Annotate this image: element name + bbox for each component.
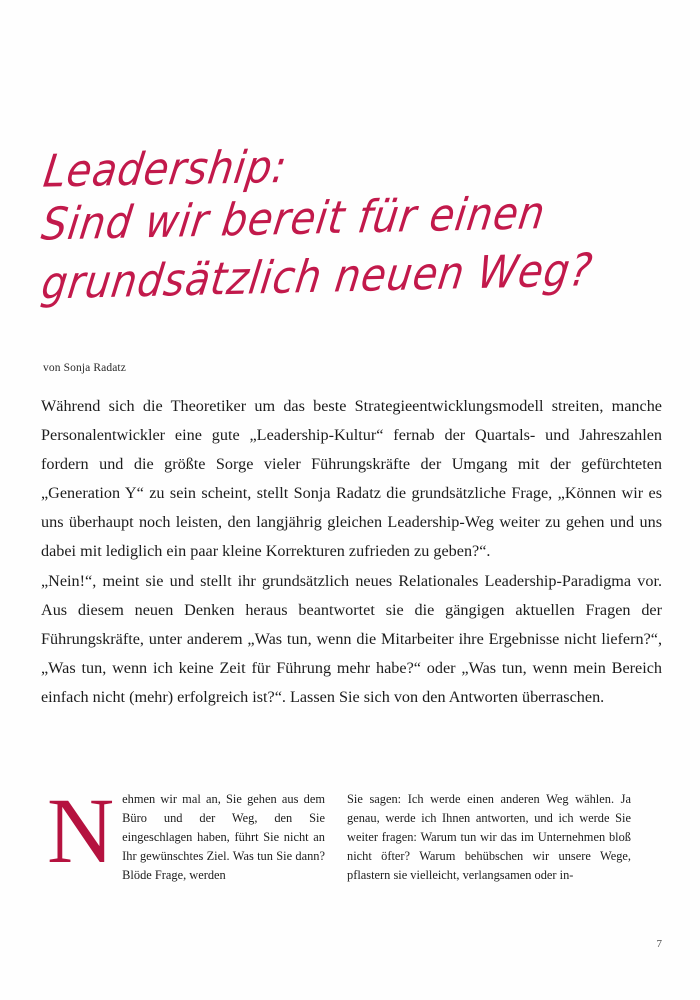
body-column-left bbox=[41, 780, 325, 885]
article-lead bbox=[41, 392, 662, 712]
article-byline: von Sonja Radatz bbox=[43, 362, 126, 374]
article-body-columns bbox=[41, 780, 662, 885]
body-text-right: Sie sagen: Ich werde einen anderen Weg wählen. Ja genau, werde ich Ihnen antworten, und ich werde Sie weiter fragen: Warum tun wir das im Unternehmen bloß nicht öfter? Warum behübschen wir unsere Wege, pflastern sie vielleicht, verlangsamen oder in- bbox=[347, 792, 631, 883]
body-text-left: ehmen wir mal an, Sie gehen aus dem Büro und der Weg, den Sie eingeschlagen haben, führt Sie nicht an Ihr gewünschtes Ziel. Was tun Sie dann? Blöde Frage, werden bbox=[122, 792, 325, 883]
article-title-line-1: Leadership: bbox=[40, 141, 291, 198]
article-title-line-3: grundsätzlich neuen Weg? bbox=[38, 244, 596, 310]
article-title-line-2: Sind wir bereit für einen bbox=[38, 187, 549, 251]
body-column-right bbox=[347, 790, 631, 885]
lead-paragraph-1: Während sich die Theoretiker um das beste Strategieentwicklungsmodell streiten, manche Personalentwickler eine gute „Leadership-Kultur“ fernab der Quartals- und Jahreszahlen fordern und die größte Sorge vieler Führungskräfte der Umgang mit der gefürchteten „Generation Y“ zu sein scheint, stellt Sonja Radatz die grundsätzliche Frage, „Können wir es uns überhaupt noch leisten, den langjährig gleichen Leadership-Weg weiter zu gehen und uns dabei mit lediglich ein paar kleine Korrekturen zufrieden zu geben?“. bbox=[41, 397, 662, 561]
article-title bbox=[38, 141, 662, 314]
dropcap-letter: N bbox=[47, 780, 115, 883]
page-number: 7 bbox=[656, 938, 662, 950]
lead-paragraph-2: „Nein!“, meint sie und stellt ihr grundsätzlich neues Relationales Leadership-Paradigma vor. Aus diesem neuen Denken heraus beantwortet sie die gängigen aktuellen Fragen der Führungskräfte, unter anderem „Was tun, wenn die Mitarbeiter ihre Ergebnisse nicht liefern?“, „Was tun, wenn ich keine Zeit für Führung mehr habe?“ oder „Was tun, wenn mein Bereich einfach nicht (mehr) erfolgreich ist?“. Lassen Sie sich von den Antworten überraschen. bbox=[41, 571, 662, 706]
